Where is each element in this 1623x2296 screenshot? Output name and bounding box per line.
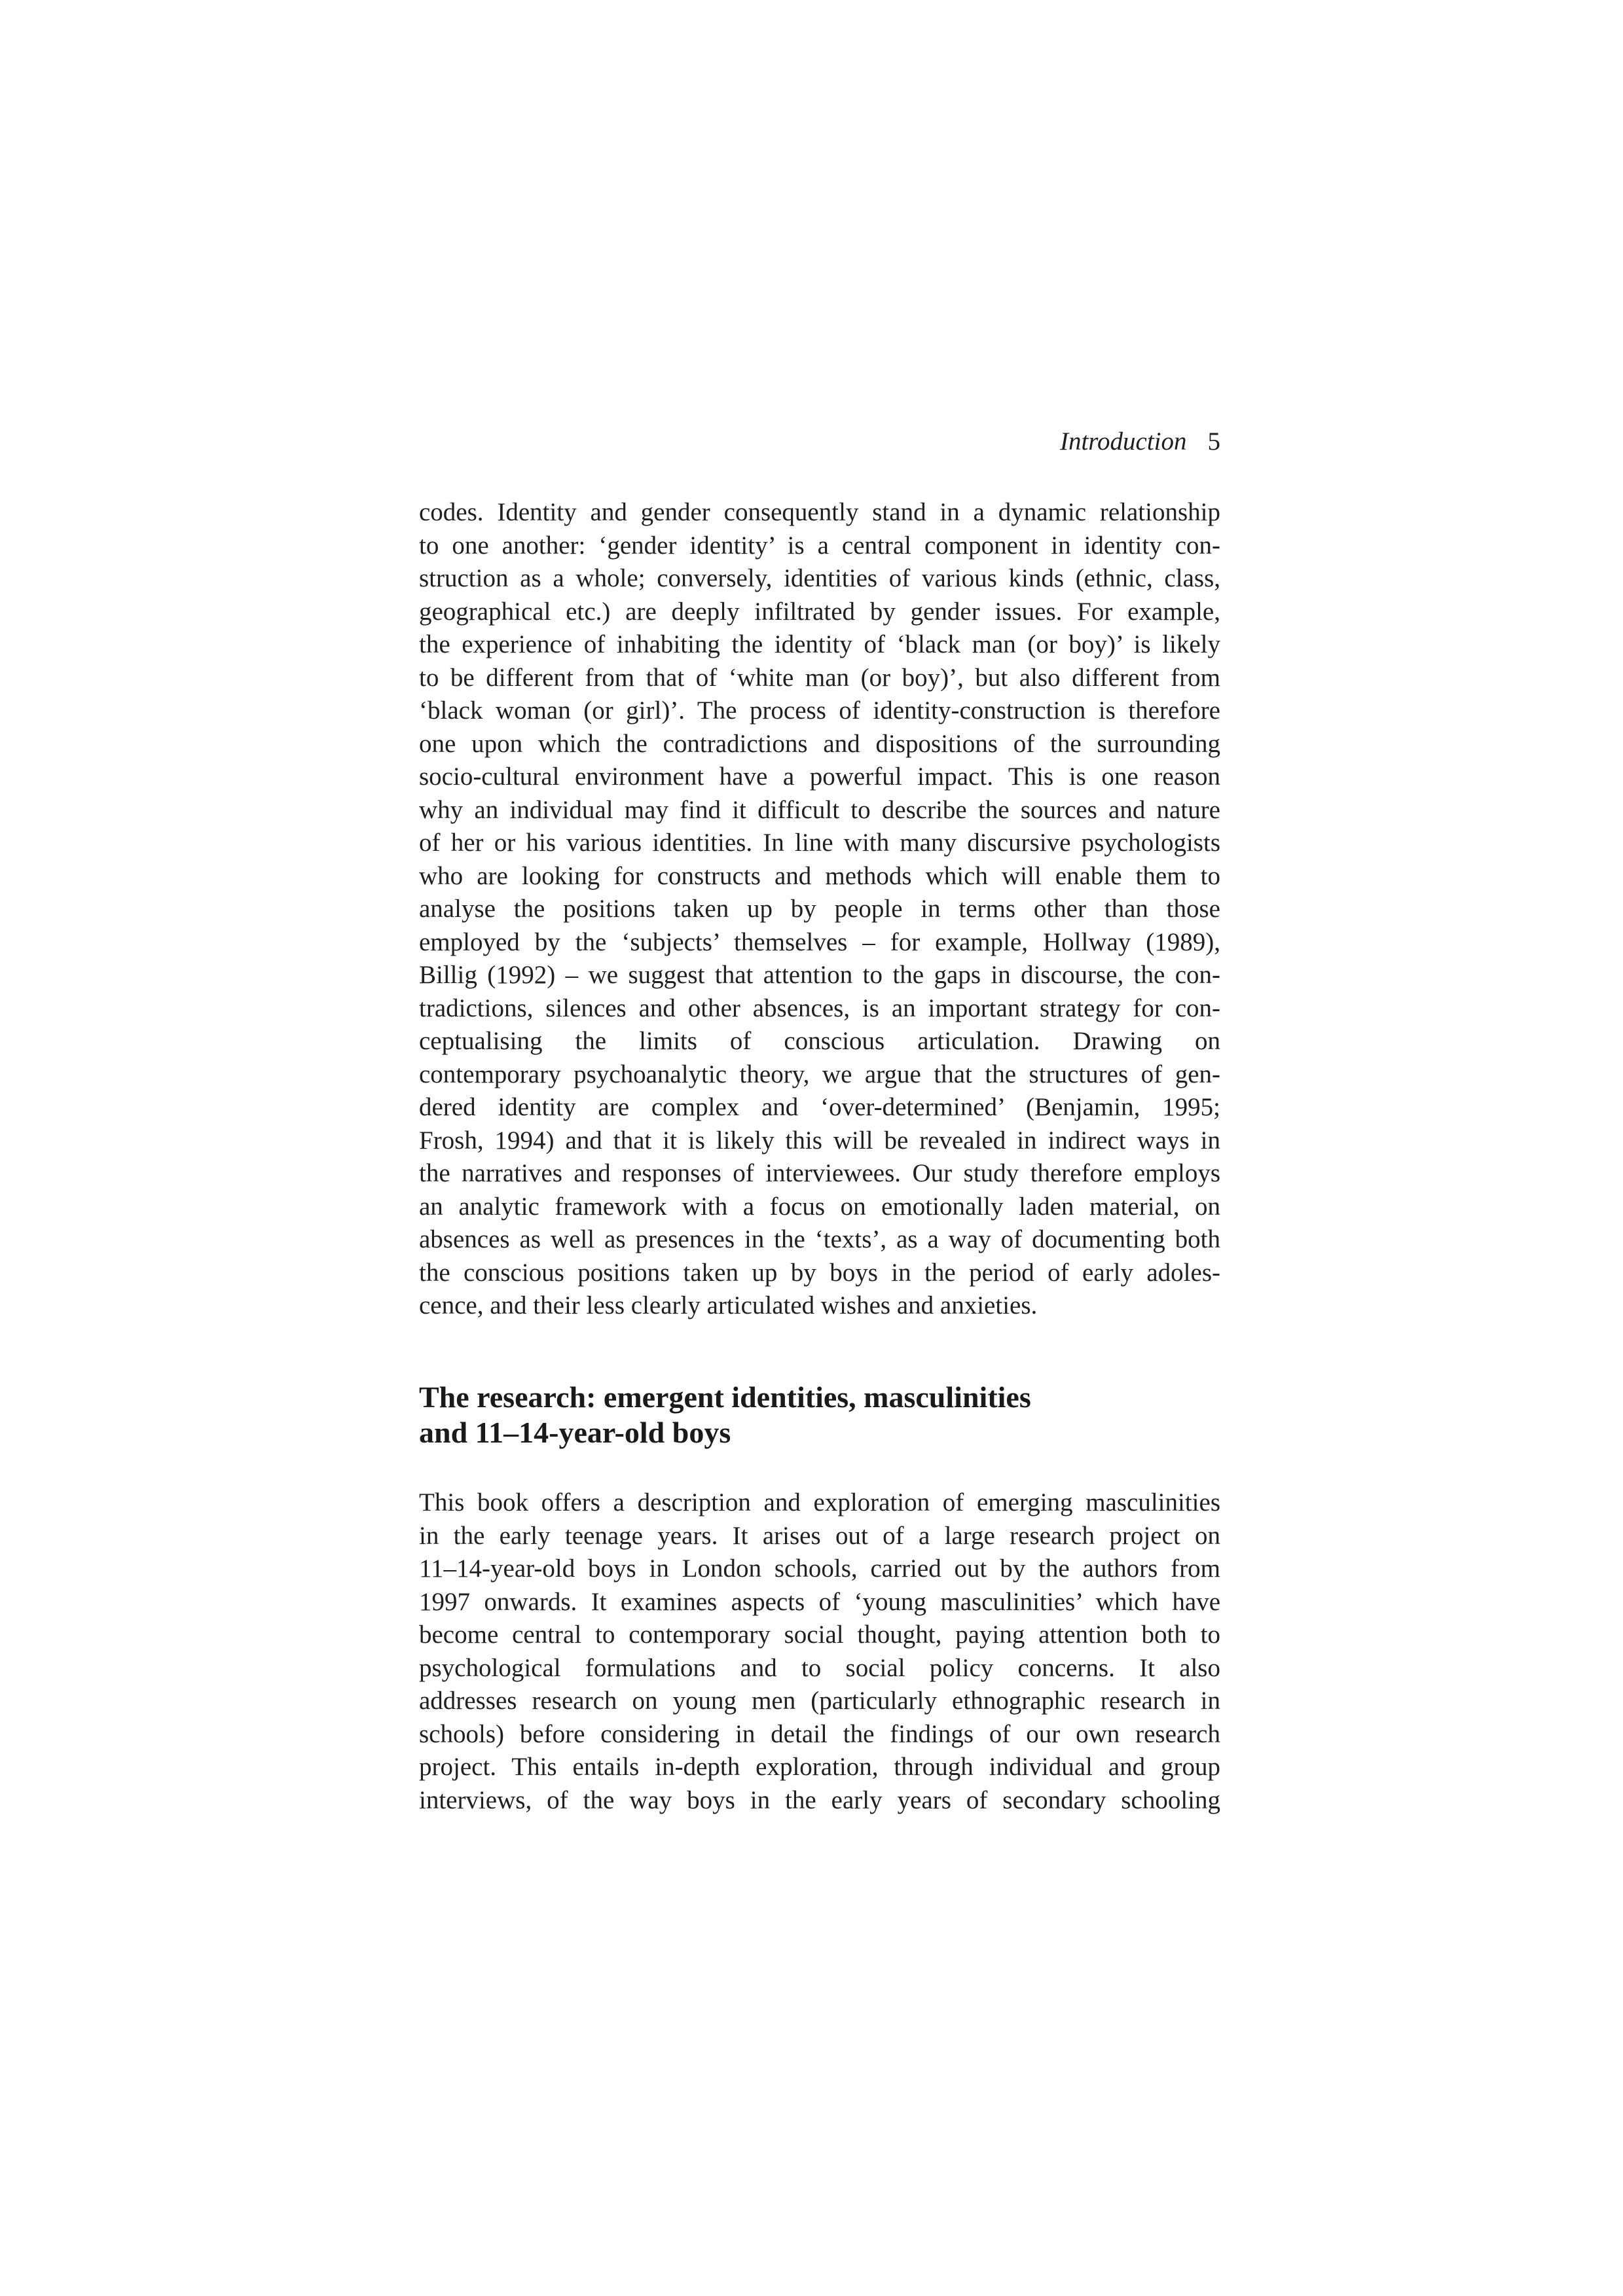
text-line: employed by the ‘subjects’ themselves – for example, Hollway (1989), <box>419 927 1220 956</box>
text-line: struction as a whole; conversely, identities of various kinds (ethnic, class, <box>419 564 1220 592</box>
text-line: schools) before considering in detail the findings of our own research <box>419 1719 1220 1748</box>
text-line: This book offers a description and exploration of emerging masculinities <box>419 1488 1220 1516</box>
text-line: absences as well as presences in the ‘texts’, as a way of documenting both <box>419 1225 1220 1253</box>
text-line: 1997 onwards. It examines aspects of ‘young masculinities’ which have <box>419 1587 1220 1616</box>
text-line: why an individual may find it difficult to describe the sources and nature <box>419 795 1220 824</box>
text-line: codes. Identity and gender consequently stand in a dynamic relationship <box>419 498 1220 526</box>
text-line: in the early teenage years. It arises out of a large research project on <box>419 1521 1220 1550</box>
text-line: of her or his various identities. In line with many discursive psychologists <box>419 829 1220 857</box>
text-line: tradictions, silences and other absences, is an important strategy for con- <box>419 994 1220 1022</box>
body-paragraph-1 <box>419 496 1220 1323</box>
text-line: to one another: ‘gender identity’ is a central component in identity con- <box>419 531 1220 560</box>
text-line: ‘black woman (or girl)’. The process of identity-construction is therefore <box>419 696 1220 725</box>
text-line: contemporary psychoanalytic theory, we argue that the structures of gen- <box>419 1060 1220 1088</box>
text-line: the experience of inhabiting the identity of ‘black man (or boy)’ is likely <box>419 630 1220 658</box>
section-heading-line: The research: emergent identities, masculinities <box>419 1380 1031 1414</box>
text-line: dered identity are complex and ‘over-determined’ (Benjamin, 1995; <box>419 1093 1220 1121</box>
text-line: Billig (1992) – we suggest that attention to the gaps in discourse, the con- <box>419 961 1220 989</box>
text-line: become central to contemporary social thought, paying attention both to <box>419 1621 1220 1649</box>
text-line: analyse the positions taken up by people in terms other than those <box>419 895 1220 923</box>
text-line: socio-cultural environment have a powerful impact. This is one reason <box>419 762 1220 791</box>
text-line: cence, and their less clearly articulated wishes and anxieties. <box>419 1291 1038 1319</box>
text-line: the narratives and responses of interviewees. Our study therefore employs <box>419 1159 1220 1187</box>
text-line: to be different from that of ‘white man (or boy)’, but also different from <box>419 663 1220 692</box>
text-line: 11–14-year-old boys in London schools, carried out by the authors from <box>419 1554 1220 1583</box>
text-line: interviews, of the way boys in the early years of secondary schooling <box>419 1785 1220 1814</box>
page-number: 5 <box>1207 427 1220 456</box>
text-line: one upon which the contradictions and dispositions of the surrounding <box>419 729 1220 758</box>
text-line: who are looking for constructs and methods which will enable them to <box>419 861 1220 890</box>
text-line: an analytic framework with a focus on emotionally laden material, on <box>419 1192 1220 1221</box>
section-heading <box>419 1380 1270 1450</box>
text-line: project. This entails in-depth exploration, through individual and group <box>419 1753 1220 1781</box>
text-line: psychological formulations and to social policy concerns. It also <box>419 1653 1220 1682</box>
running-head <box>419 424 1220 459</box>
section-heading-line: and 11–14-year-old boys <box>419 1416 731 1449</box>
text-line: the conscious positions taken up by boys in the period of early adoles- <box>419 1258 1220 1287</box>
text-line: geographical etc.) are deeply infiltrated by gender issues. For example, <box>419 597 1220 626</box>
text-line: addresses research on young men (particularly ethnographic research in <box>419 1687 1220 1715</box>
text-line: ceptualising the limits of conscious articulation. Drawing on <box>419 1027 1220 1055</box>
running-head-section: Introduction <box>1059 427 1187 456</box>
body-paragraph-2 <box>419 1486 1220 1817</box>
text-line: Frosh, 1994) and that it is likely this will be revealed in indirect ways in <box>419 1126 1220 1155</box>
